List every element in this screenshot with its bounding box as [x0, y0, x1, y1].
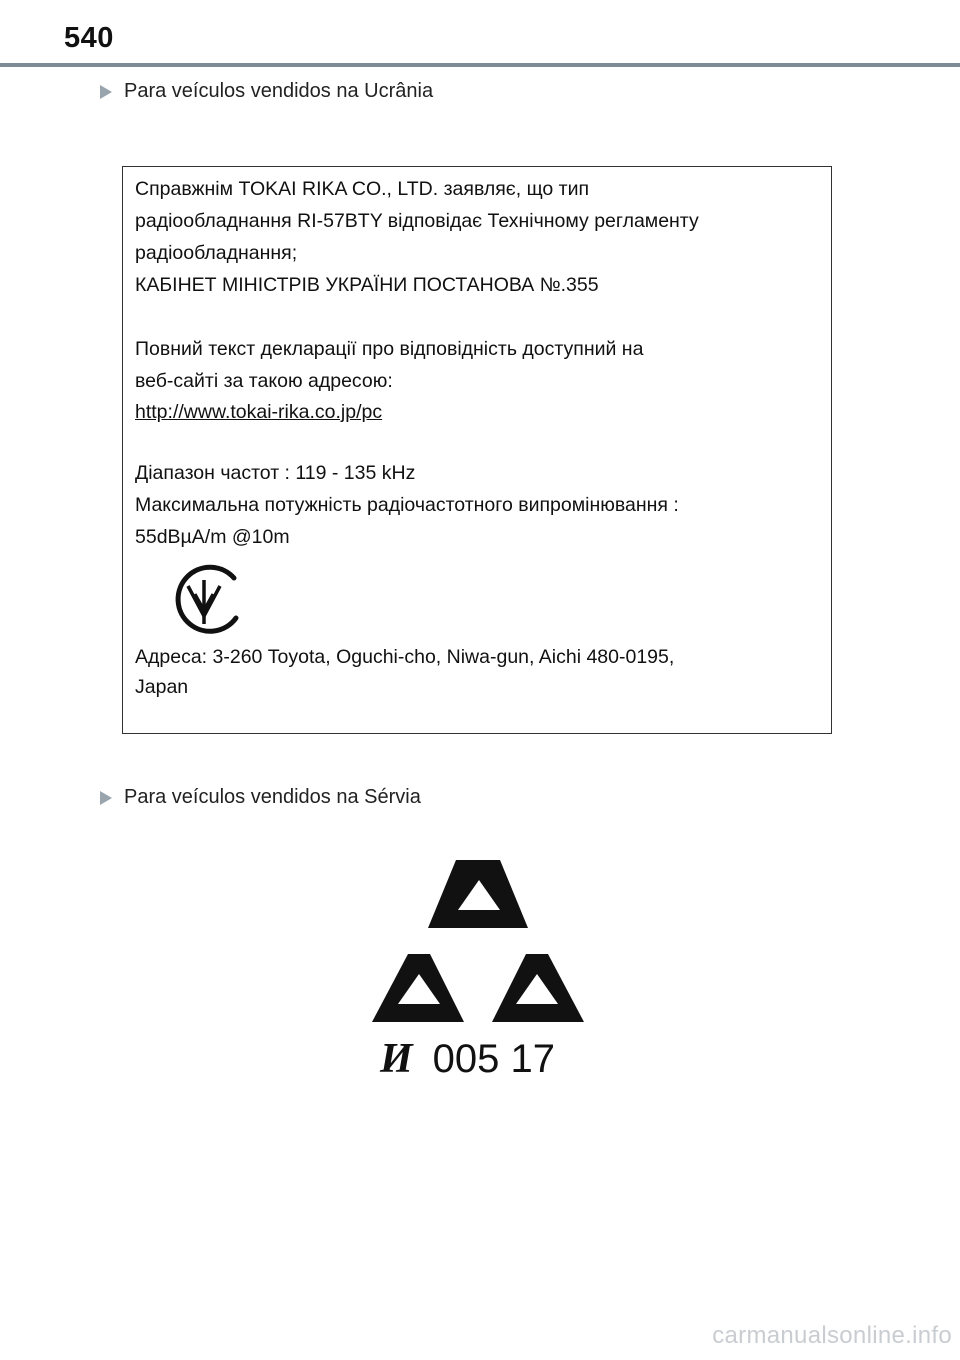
- declaration-line: веб-сайті за такою адресою:: [135, 370, 393, 392]
- bullet-arrow-icon: [100, 791, 112, 805]
- declaration-line: радіообладнання RI-57BTY відповідає Технічному регламенту: [135, 210, 699, 232]
- watermark: carmanualsonline.info: [712, 1322, 952, 1349]
- serbian-triangle-mark-icon: [368, 858, 588, 1024]
- section-heading-ukraine-text: Para veículos vendidos na Ucrânia: [124, 80, 434, 102]
- declaration-line: Japan: [135, 676, 189, 698]
- bullet-arrow-icon: [100, 85, 112, 99]
- declaration-line: Діапазон частот : 119 - 135 kHz: [135, 462, 416, 484]
- declaration-line: Адреса: 3-260 Toyota, Oguchi-cho, Niwa-gun, Aichi 480-0195,: [135, 646, 675, 668]
- serbia-mark-cyrillic: И: [380, 1036, 413, 1082]
- declaration-line: Повний текст декларації про відповідність доступний на: [135, 338, 644, 360]
- serbia-mark-number: 005 17: [432, 1037, 556, 1081]
- declaration-line: Максимальна потужність радіочастотного випромінювання :: [135, 494, 679, 516]
- ukrainian-conformity-mark-icon: [168, 560, 244, 638]
- declaration-line: КАБІНЕТ МІНІСТРІВ УКРАЇНИ ПОСТАНОВА №.355: [135, 274, 599, 296]
- section-heading-serbia: [100, 786, 421, 809]
- section-heading-ukraine: [100, 80, 433, 103]
- header-rule: [0, 63, 960, 67]
- page-number: 540: [64, 22, 114, 54]
- serbia-mark-code: [380, 1035, 555, 1083]
- declaration-line: Справжнім TOKAI RIKA CO., LTD. заявляє, що тип: [135, 178, 590, 200]
- declaration-line: 55dBµA/m @10m: [135, 526, 290, 548]
- declaration-link[interactable]: http://www.tokai-rika.co.jp/pc: [135, 401, 383, 423]
- section-heading-serbia-text: Para veículos vendidos na Sérvia: [124, 786, 421, 808]
- declaration-line: радіообладнання;: [135, 242, 298, 264]
